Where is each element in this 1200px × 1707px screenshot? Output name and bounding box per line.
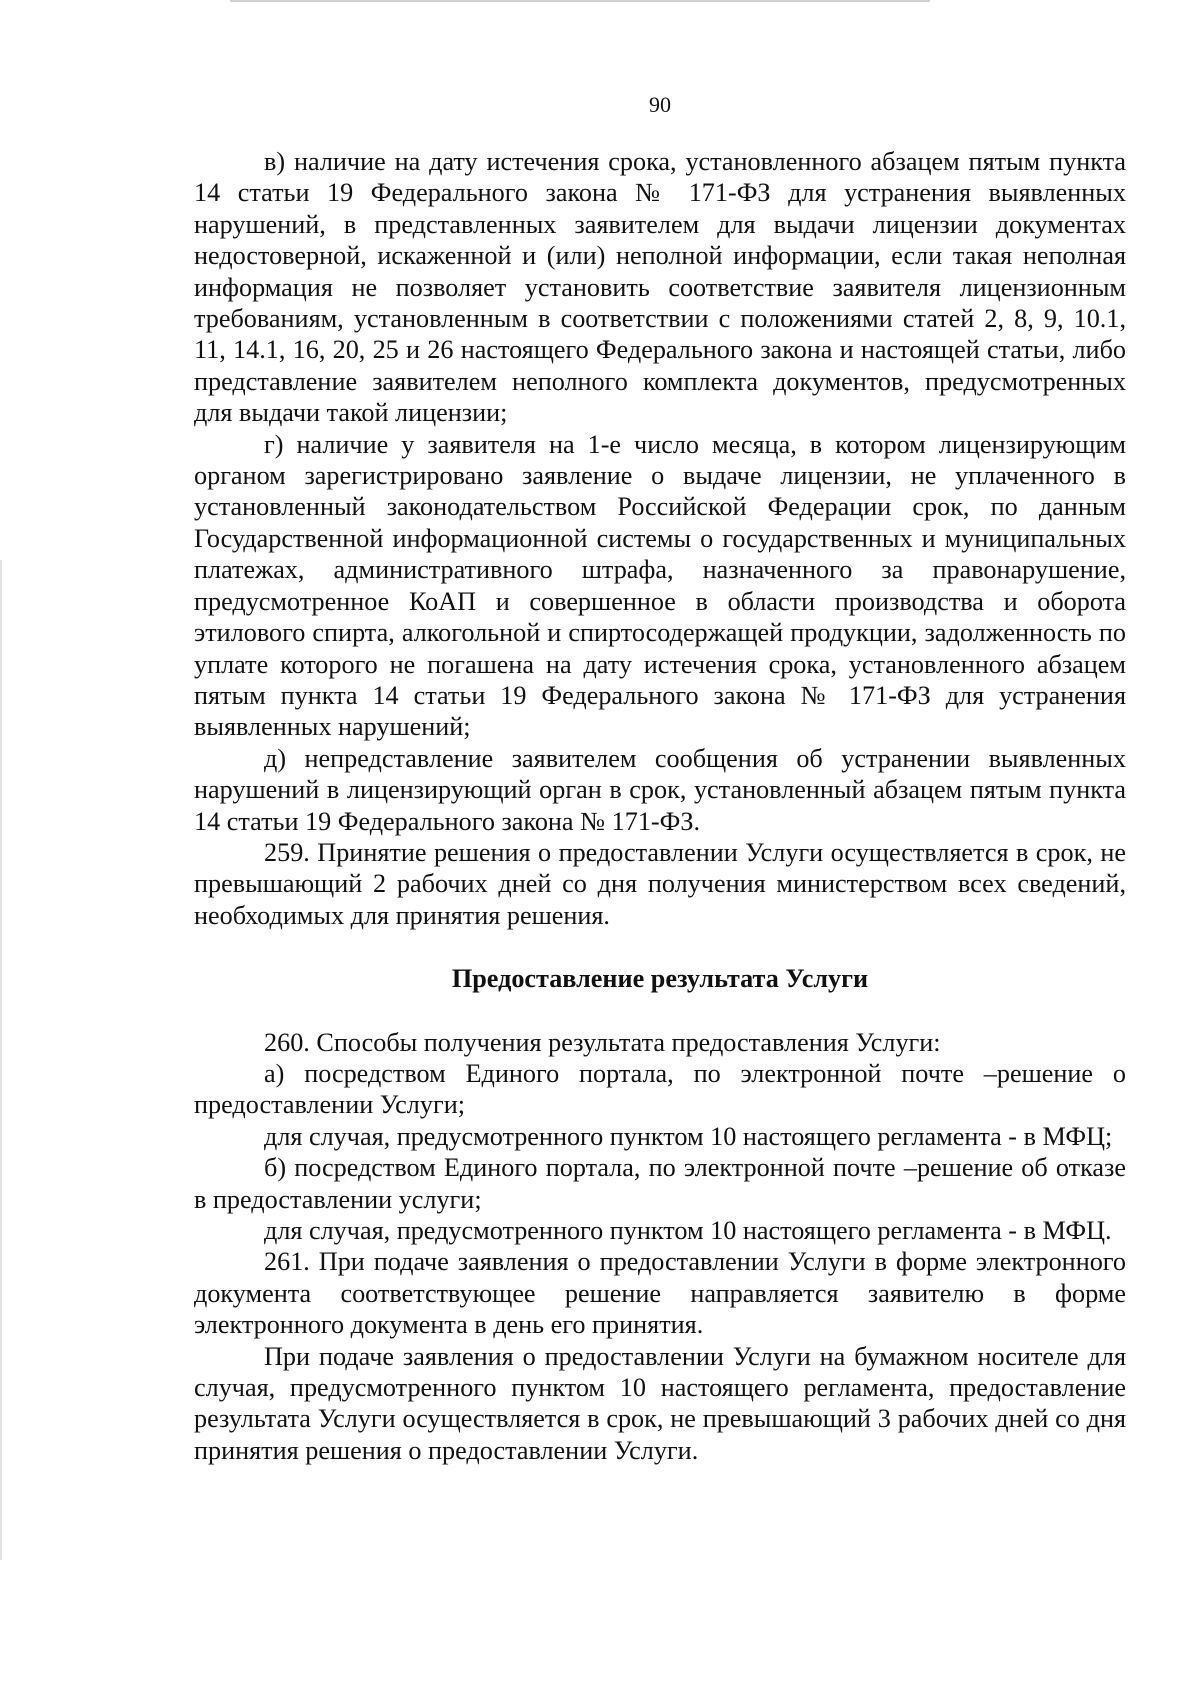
paragraph-v: в) наличие на дату истечения срока, установленного абзацем пятым пункта 14 статьи 19 Федерального закона № 171-ФЗ для устранения выявленных нарушений, в представленных заявителем для выдачи лицензии документах недостоверной, искаженной и (или) неполной информации, если такая неполная информация не позволяет установить соответствие заявителя лицензионным требованиям, установленным в соответствии с положениями статей 2, 8, 9, 10.1, 11, 14.1, 16, 20, 25 и 26 настоящего Федерального закона и настоящей статьи, либо представление заявителем неполного комплекта документов, предусмотренных для выдачи такой лицензии; [194,147,1126,428]
paragraph-d: д) непредставление заявителем сообщения об устранении выявленных нарушений в лицензирующий орган в срок, установленный абзацем пятым пункта 14 статьи 19 Федерального закона № 171-ФЗ. [194,743,1126,836]
section-heading: Предоставление результата Услуги [451,964,869,994]
paragraph-260-a-mfc: для случая, предусмотренного пунктом 10 настоящего регламента - в МФЦ; [264,1121,1113,1151]
page-number: 90 [649,92,671,117]
scan-edge-left [0,560,2,1560]
paragraph-260-b-mfc: для случая, предусмотренного пунктом 10 настоящего регламента - в МФЦ. [264,1216,1112,1245]
paragraph-259: 259. Принятие решения о предоставлении Услуги осуществляется в срок, не превышающий 2 рабочих дней со дня получения министерством всех сведений, необходимых для принятия решения. [194,837,1126,930]
paragraph-261-paper: При подаче заявления о предоставлении Услуги на бумажном носителе для случая, предусмотренного пунктом 10 настоящего регламента, предоставление результата Услуги осуществляется в срок, не превышающий 3 рабочих дней со дня принятия решения о предоставлении Услуги. [194,1341,1126,1465]
document-body [194,146,1126,1466]
scan-edge-top [230,0,930,2]
paragraph-g: г) наличие у заявителя на 1-е число месяца, в котором лицензирующим органом зарегистрировано заявление о выдаче лицензии, не уплаченного в установленный законодательством Российской Федерации срок, по данным Государственной информационной системы о государственных и муниципальных платежах, административного штрафа, назначенного за правонарушение, предусмотренное КоАП и совершенное в области производства и оборота этилового спирта, алкогольной и спиртосодержащей продукции, задолженность по уплате которого не погашена на дату истечения срока, установленного абзацем пятым пункта 14 статьи 19 Федерального закона № 171-ФЗ для устранения выявленных нарушений; [194,429,1126,742]
paragraph-261: 261. При подаче заявления о предоставлении Услуги в форме электронного документа соответствующее решение направляется заявителю в форме электронного документа в день его принятия. [194,1247,1126,1340]
paragraph-260-a: а) посредством Единого портала, по электронной почте –решение о предоставлении Услуги; [194,1058,1126,1120]
paragraph-260-b: б) посредством Единого портала, по электронной почте –решение об отказе в предоставлении услуги; [194,1153,1126,1214]
paragraph-260: 260. Способы получения результата предоставления Услуги: [264,1027,941,1057]
